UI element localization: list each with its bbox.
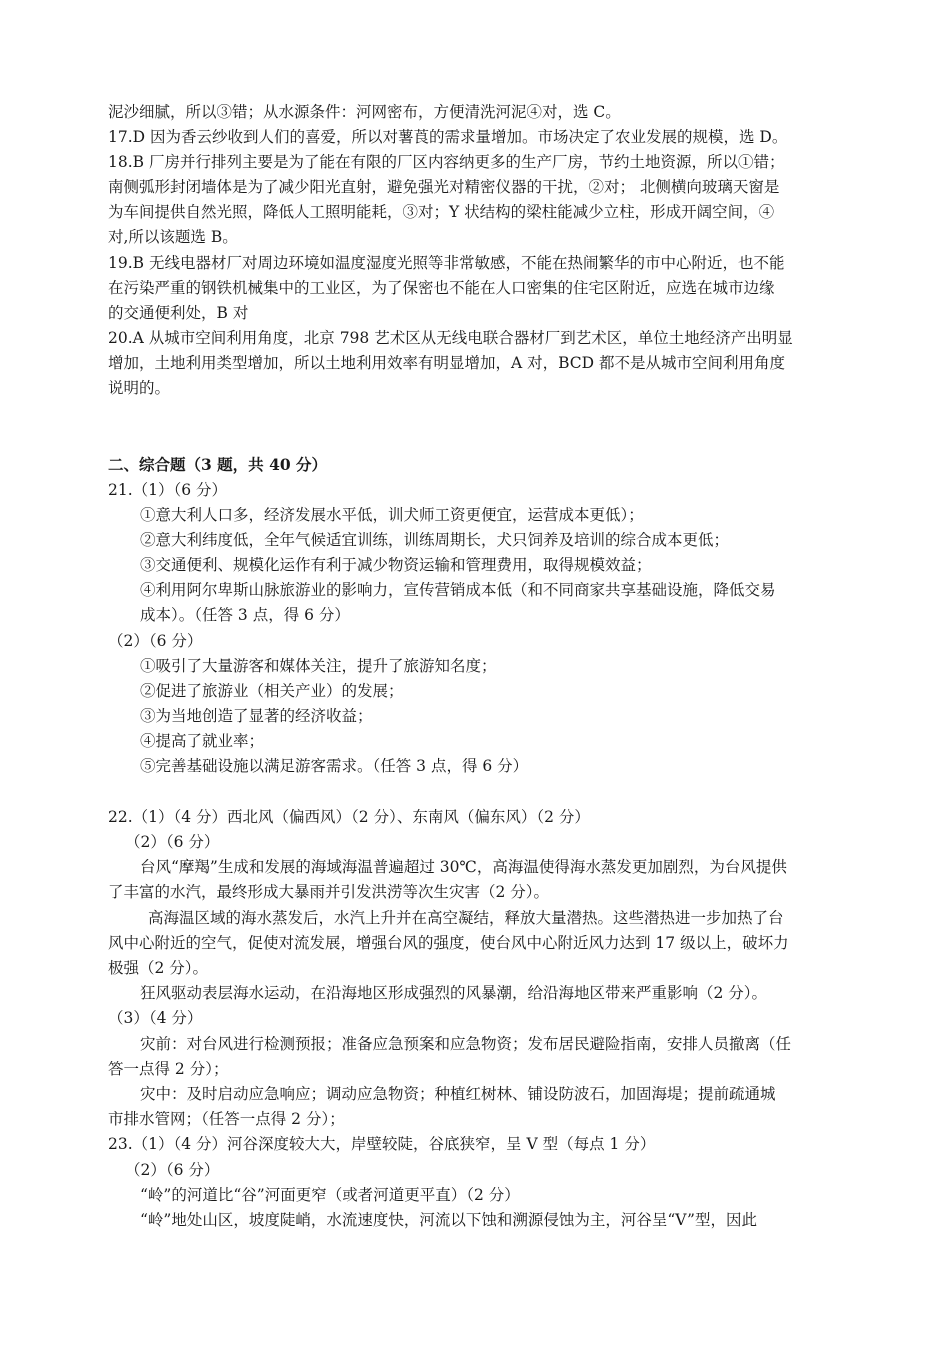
line-25: ⑤完善基础设施以满足游客需求。（任答 3 点，得 6 分） [140,757,529,775]
line-2: 17.D 因为香云纱收到人们的喜爱，所以对薯莨的需求量增加。市场决定了农业发展的规模，选 D。 [108,128,788,146]
line-39: 23.（1）（4 分）河谷深度较大大，岸壁较陡，谷底狭窄，呈 V 型（每点 1 分） [108,1135,656,1153]
line-4: 南侧弧形封闭墙体是为了减少阳光直射，避免强光对精密仪器的干扰，②对； 北侧横向玻璃天窗是 [108,178,780,196]
line-21: ①吸引了大量游客和媒体关注，提升了旅游知名度； [140,657,497,675]
line-35: 灾前：对台风进行检测预报；准备应急预案和应急物资；发布居民避险指南，安排人员撤离（任 [140,1035,792,1053]
line-14: 21.（1）（6 分） [108,481,228,499]
line-31: 风中心附近的空气，促使对流发展，增强台风的强度，使台风中心附近风力达到 17 级以上，破坏力 [108,934,789,952]
line-23: ③为当地创造了显著的经济收益； [140,707,373,725]
line-38: 市排水管网；（任答一点得 2 分）； [108,1110,345,1128]
line-3: 18.B 厂房并行排列主要是为了能在有限的厂区内容纳更多的生产厂房，节约土地资源，所以①错； [108,153,785,171]
line-36: 答一点得 2 分）； [108,1060,229,1078]
line-26: 22.（1）（4 分）西北风（偏西风）（2 分）、东南风（偏东风）（2 分） [108,808,590,826]
line-7: 19.B 无线电器材厂对周边环境如温度湿度光照等非常敏感，不能在热闹繁华的市中心附近，也不能 [108,254,785,272]
line-32: 极强（2 分）。 [108,959,209,977]
line-30: 高海温区域的海水蒸发后，水汽上升并在高空凝结，释放大量潜热。这些潜热进一步加热了台 [148,909,784,927]
line-6: 对,所以该题选 B。 [108,228,238,246]
line-33: 狂风驱动表层海水运动，在沿海地区形成强烈的风暴潮，给沿海地区带来严重影响（2 分）。 [140,984,768,1002]
line-10: 20.A 从城市空间利用角度，北京 798 艺术区从无线电联合器材厂到艺术区，单位土地经济产出明显 [108,329,793,347]
line-17: ③交通便利、规模化运作有利于减少物资运输和管理费用，取得规模效益； [140,556,652,574]
line-22: ②促进了旅游业（相关产业）的发展； [140,682,404,700]
line-9: 的交通便利处，B 对 [108,304,249,322]
line-37: 灾中：及时启动应急响应；调动应急物资；种植红树林、铺设防波石，加固海堤；提前疏通城 [140,1085,776,1103]
line-19: 成本）。（任答 3 点，得 6 分） [140,606,350,624]
line-12: 说明的。 [108,379,171,397]
line-34: （3）（4 分） [108,1009,203,1027]
line-28: 台风“摩羯”生成和发展的海域海温普遍超过 30℃，高海温使得海水蒸发更加剧烈，为台风提供 [140,858,787,876]
line-5: 为车间提供自然光照，降低人工照明能耗，③对；Y 状结构的梁柱能减少立柱，形成开阔空间，④ [108,203,775,221]
line-27: （2）（6 分） [125,833,220,851]
line-42: “岭”地处山区，坡度陡峭，水流速度快，河流以下蚀和溯源侵蚀为主，河谷呈“V”型，因此 [140,1211,757,1229]
line-29: 了丰富的水汽，最终形成大暴雨并引发洪涝等次生灾害（2 分）。 [108,883,550,901]
line-1: 泥沙细腻，所以③错；从水源条件：河网密布，方便清洗河泥④对，选 C。 [108,103,621,121]
line-41: “岭”的河道比“谷”河面更窄（或者河道更平直）（2 分） [140,1186,520,1204]
line-11: 增加，土地利用类型增加，所以土地利用效率有明显增加，A 对，BCD 都不是从城市空间利用角度 [108,354,786,372]
line-40: （2）（6 分） [125,1161,220,1179]
line-8: 在污染严重的钢铁机械集中的工业区，为了保密也不能在人口密集的住宅区附近，应选在城市边缘 [108,279,775,297]
line-18: ④利用阿尔卑斯山脉旅游业的影响力，宣传营销成本低（和不同商家共享基础设施，降低交易 [140,581,776,599]
line-15: ①意大利人口多，经济发展水平低，训犬师工资更便宜，运营成本更低）； [140,506,644,524]
line-24: ④提高了就业率； [140,732,265,750]
line-20: （2）（6 分） [108,632,203,650]
line-16: ②意大利纬度低，全年气候适宜训练，训练周期长，犬只饲养及培训的综合成本更低； [140,531,730,549]
section-heading: 二、综合题（3 题，共 40 分） [108,455,328,474]
